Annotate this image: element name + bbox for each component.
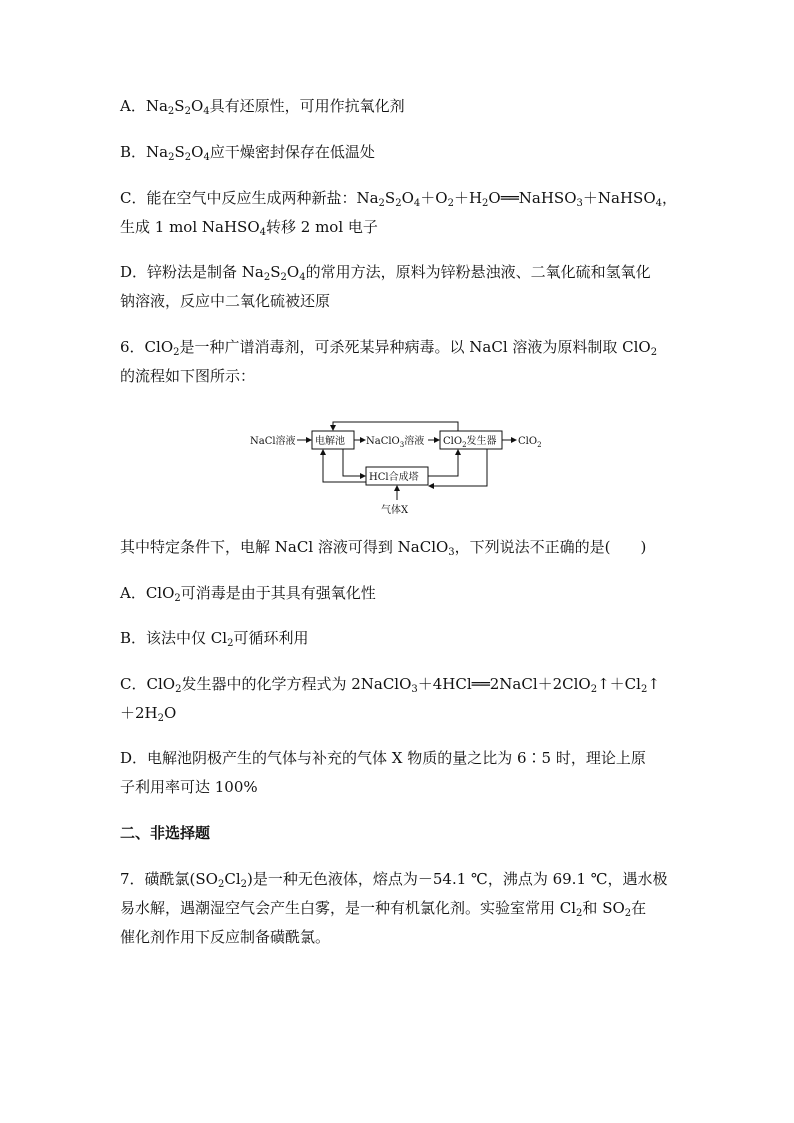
q6-option-c-line1: C．ClO$_2$发生器中的化学方程式为 $2NaClO_3+4HCl══2NaCl+2ClO_2↑+Cl_2↑$ — [120, 675, 660, 695]
q6-condition: 其中特定条件下，电解 NaCl 溶液可得到 NaClO$_3$，下列说法不正确的是( ) — [120, 538, 647, 558]
naclo3-solution-label: NaClO$_3$溶液 — [366, 436, 425, 449]
q5-option-c-line1: C．能在空气中反应生成两种新盐：$Na_2S_2O_4+O_2+H_2O══NaHSO_3+NaHSO_4$， — [120, 189, 678, 209]
q6-stem-line2: 的流程如下图所示： — [120, 367, 256, 385]
q7-line3: 催化剂作用下反应制备磺酰氯。 — [120, 928, 331, 946]
q5-option-d-line2: 钠溶液，反应中二氧化硫被还原 — [120, 292, 331, 310]
hcl-tower-label: HCl合成塔 — [369, 472, 419, 483]
arrow-electrolyzer-to-hcl-tower — [343, 449, 365, 476]
q6-option-d-line2: 子利用率可达 100% — [120, 778, 258, 796]
q6-option-b: B．该法中仅 $Cl_2$可循环利用 — [120, 629, 309, 649]
q6-option-c-line2: $+2H_2O$ — [120, 704, 177, 724]
section-title: 二、非选择题 — [120, 824, 211, 842]
arrow-hcl-tower-to-generator — [428, 450, 458, 476]
q6-option-d-line1: D．电解池阴极产生的气体与补充的气体 X 物质的量之比为 6∶5 时，理论上原 — [120, 749, 646, 767]
clo2-product-label: ClO$_2$ — [518, 436, 542, 449]
q7-line1: 7．磺酰氯$(SO_2Cl_2)$是一种无色液体，熔点为－54.1 ℃，沸点为 69.1 ℃，遇水极 — [120, 870, 668, 890]
clo2-generator-label: ClO$_2$发生器 — [443, 436, 497, 449]
recycle-loop-top — [333, 422, 458, 431]
nacl-solution-label: NaCl溶液 — [250, 436, 296, 447]
q5-option-b: B．$Na_2S_2O_4$应干燥密封保存在低温处 — [120, 143, 375, 163]
arrow-hcl-tower-to-electrolyzer — [323, 450, 366, 482]
gas-x-label: 气体X — [381, 505, 409, 516]
q6-option-a: A．ClO$_2$可消毒是由于其具有强氧化性 — [120, 584, 376, 604]
electrolyzer-label: 电解池 — [315, 436, 345, 447]
q7-line2: 易水解，遇潮湿空气会产生白雾，是一种有机氯化剂。实验室常用 $Cl_2$和 $SO_2$在 — [120, 899, 647, 919]
q6-stem-line1: 6．ClO$_2$是一种广谱消毒剂，可杀死某异种病毒。以 NaCl 溶液为原料制取 ClO$_2$ — [120, 338, 658, 358]
q5-option-c-line2: 生成 1 mol NaHSO$_4$转移 2 mol 电子 — [120, 218, 378, 238]
q5-option-d-line1: D．锌粉法是制备 $Na_2S_2O_4$的常用方法，原料为锌粉悬浊液、二氧化硫和氢氧化 — [120, 263, 651, 283]
clo2-flow-diagram — [245, 420, 555, 520]
q5-option-a: A．$Na_2S_2O_4$具有还原性，可用作抗氧化剂 — [120, 97, 405, 117]
